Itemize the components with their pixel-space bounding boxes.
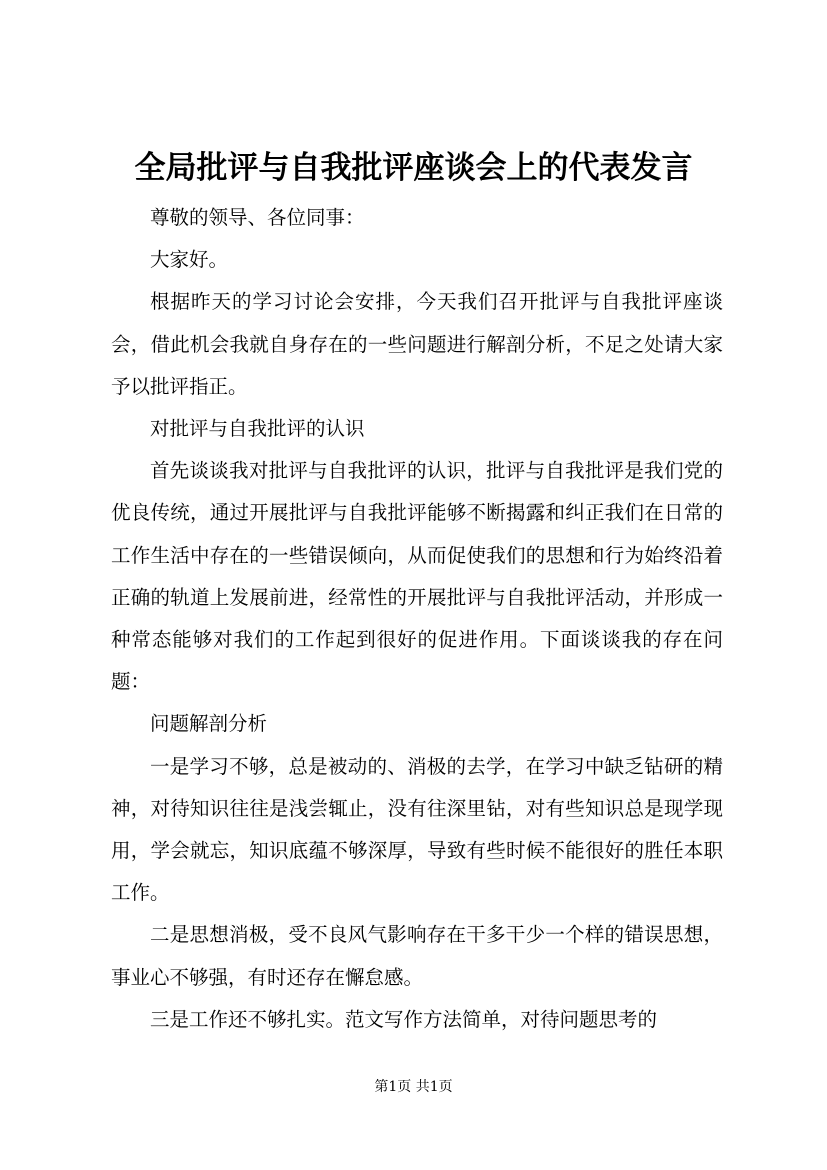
section-heading-analysis: 问题解剖分析 [150, 712, 268, 736]
paragraph-problem-three: 三是工作还不够扎实。范文写作方法简单，对待问题思考的 [150, 1007, 658, 1031]
paragraph-salutation: 尊敬的领导、各位同事： [150, 206, 365, 229]
paragraph-problem-two: 二是思想消极，受不良风气影响存在干多干少一个样的错误思想，事业心不够强，有时还存在懈怠感。 [111, 923, 723, 989]
section-heading-understanding: 对批评与自我批评的认识 [150, 417, 365, 441]
document-title: 全局批评与自我批评座谈会上的代表发言 [134, 150, 693, 186]
paragraph-problem-one: 一是学习不够，总是被动的、消极的去学，在学习中缺乏钻研的精神，对待知识往往是浅尝辄止，没有往深里钻，对有些知识总是现学现用，学会就忘，知识底蕴不够深厚，导致有些时候不能很好的胜任本职工作。 [111, 754, 723, 905]
page-footer: 第1页 共1页 [374, 1079, 453, 1095]
document-body [111, 197, 723, 1041]
paragraph-understanding: 首先谈谈我对批评与自我批评的认识，批评与自我批评是我们党的优良传统，通过开展批评与自我批评能够不断揭露和纠正我们在日常的工作生活中存在的一些错误倾向，从而促使我们的思想和行为始终沿着正确的轨道上发展前进，经常性的开展批评与自我批评活动，并形成一种常态能够对我们的工作起到很好的促进作用。下面谈谈我的存在问题： [111, 459, 723, 694]
paragraph-greeting: 大家好。 [150, 248, 229, 272]
paragraph-intro: 根据昨天的学习讨论会安排，今天我们召开批评与自我批评座谈会，借此机会我就自身存在的一些问题进行解剖分析，不足之处请大家予以批评指正。 [111, 290, 723, 398]
